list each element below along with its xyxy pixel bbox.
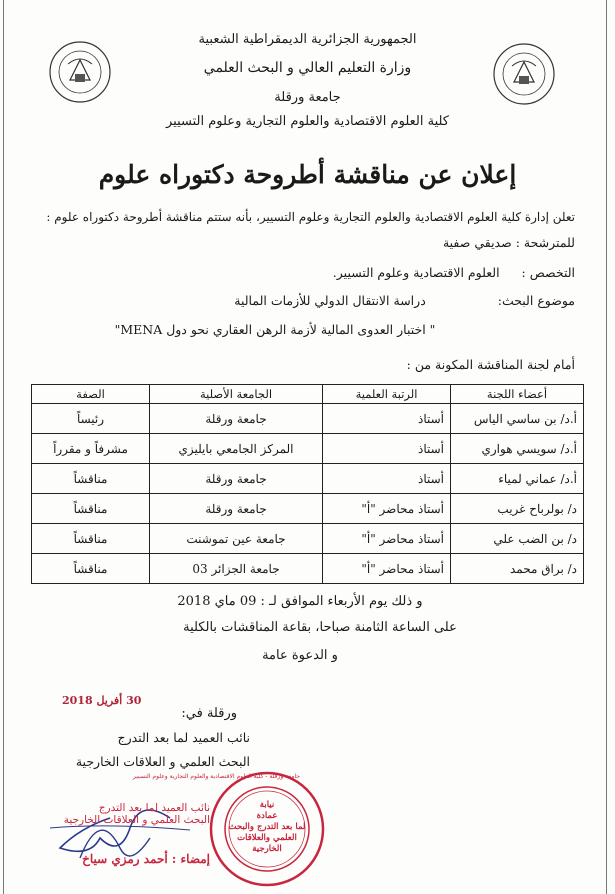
candidate-label: للمترشحة :	[515, 235, 575, 250]
signatory-line1: نائب العميد لما بعد التدرج	[117, 730, 250, 745]
scan-edge-left	[3, 0, 4, 894]
stamp-inner-line2: عمادة	[256, 811, 278, 821]
table-row	[32, 494, 584, 524]
candidate-name: صديقي صفية	[442, 235, 512, 250]
signatory-stamp-title	[30, 802, 210, 826]
header-republic: الجمهورية الجزائرية الديمقراطية الشعبية	[198, 32, 417, 47]
stamp-outer-text: جامعة ورقلة - كلية العلوم الاقتصادية والعلوم التجارية وعلوم التسيير	[132, 773, 300, 780]
member-university: جامعة ورقلة	[150, 494, 323, 524]
header-university: جامعة ورقلة	[274, 90, 341, 105]
member-name: د/ براق محمد	[451, 554, 584, 584]
member-role: مناقشاً	[32, 464, 150, 494]
topic-label: موضوع البحث:	[497, 293, 575, 308]
member-university: جامعة الجزائر 03	[150, 554, 323, 584]
member-rank: أستاذ	[323, 404, 451, 434]
member-university: المركز الجامعي بايليزي	[150, 434, 323, 464]
member-university: جامعة ورقلة	[150, 404, 323, 434]
topic-value: دراسة الانتقال الدولي للأزمات المالية	[234, 293, 426, 308]
stamp-inner-text	[224, 800, 310, 855]
header-rank: الرتبة العلمية	[323, 385, 451, 404]
stamp-inner-line3: لما بعد التدرج والبحث العلمي والعلاقات الخارجية	[228, 822, 306, 854]
table-header-row	[32, 385, 584, 404]
member-university: جامعة ورقلة	[150, 464, 323, 494]
member-university: جامعة عين تموشنت	[150, 524, 323, 554]
stamp-inner-line1: نيابة	[259, 800, 275, 810]
member-rank: أستاذ محاضر "أ"	[323, 554, 451, 584]
member-rank: أستاذ محاضر "أ"	[323, 524, 451, 554]
committee-intro: أمام لجنة المناقشة المكونة من :	[406, 357, 575, 372]
header-university: الجامعة الأصلية	[150, 385, 323, 404]
table-row	[32, 554, 584, 584]
member-role: رئيساً	[32, 404, 150, 434]
member-role: مناقشاً	[32, 554, 150, 584]
signatory-signature: إمضاء : أحمد رمزي سياخ	[82, 852, 210, 866]
signatory-stamp-line2: البحث العلمي و العلاقات الخارجية	[63, 814, 210, 826]
member-rank: أستاذ	[323, 464, 451, 494]
defense-time-place: على الساعة الثامنة صباحا، بقاعة المناقشات بالكلية	[183, 620, 457, 635]
member-rank: أستاذ محاضر "أ"	[323, 494, 451, 524]
topic-subtitle: " اختبار العدوى المالية لأزمة الرهن العقاري نحو دول MENA"	[114, 322, 436, 337]
candidate-line	[443, 234, 575, 252]
university-logo-right	[492, 42, 556, 106]
member-name: د/ بولرباح غريب	[451, 494, 584, 524]
signatory-stamp-line1: نائب العميد لما بعد التدرج	[98, 802, 210, 814]
defense-date: و ذلك يوم الأربعاء الموافق لـ : 09 ماي 2018	[177, 594, 423, 609]
member-name: أ.د/ عماني لمياء	[451, 464, 584, 494]
committee-table	[31, 384, 584, 584]
table-row	[32, 524, 584, 554]
specialty-label: التخصص :	[521, 265, 575, 280]
header-ministry: وزارة التعليم العالي و البحث العلمي	[203, 60, 412, 76]
table-row	[32, 404, 584, 434]
member-name: أ.د/ بن ساسي الياس	[451, 404, 584, 434]
signatory-line2: البحث العلمي و العلاقات الخارجية	[75, 754, 250, 769]
place-label: ورقلة في:	[181, 706, 237, 721]
public-invitation: و الدعوة عامة	[262, 648, 338, 663]
specialty-value: العلوم الاقتصادية وعلوم التسيير.	[332, 265, 500, 280]
table-row	[32, 464, 584, 494]
header-faculty: كلية العلوم الاقتصادية والعلوم التجارية وعلوم التسيير	[166, 114, 449, 129]
header-role: الصفة	[32, 385, 150, 404]
specialty-line	[333, 264, 575, 282]
intro-text: تعلن إدارة كلية العلوم الاقتصادية والعلوم التجارية وعلوم التسيير، بأنه ستتم مناقشة أطروحة دكتوراه علوم :	[46, 210, 575, 224]
page-title: إعلان عن مناقشة أطروحة دكتوراه علوم	[98, 160, 517, 189]
scan-edge-right	[606, 0, 607, 894]
member-name: د/ بن الضب علي	[451, 524, 584, 554]
table-row	[32, 434, 584, 464]
university-logo-left	[48, 40, 112, 104]
member-role: مشرفاً و مقرراً	[32, 434, 150, 464]
member-role: مناقشاً	[32, 524, 150, 554]
header-member: أعضاء اللجنة	[451, 385, 584, 404]
member-rank: أستاذ	[323, 434, 451, 464]
topic-line	[234, 292, 575, 310]
handwritten-date: 30 أفريل 2018	[62, 694, 142, 707]
member-role: مناقشاً	[32, 494, 150, 524]
member-name: أ.د/ سويسي هواري	[451, 434, 584, 464]
